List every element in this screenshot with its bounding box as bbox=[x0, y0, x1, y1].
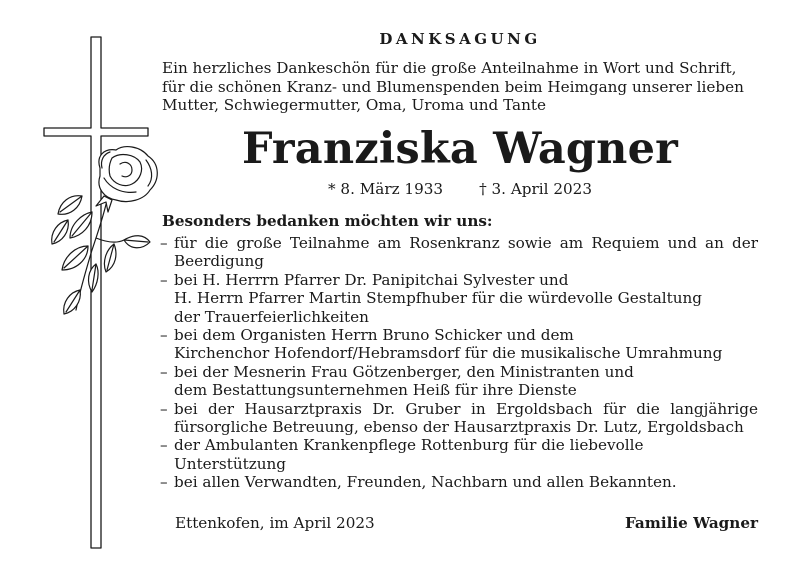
thanks-list bbox=[160, 234, 758, 492]
deceased-name: Franziska Wagner bbox=[241, 124, 679, 174]
list-item-line: der Trauerfeierlichkeiten bbox=[174, 307, 369, 326]
place-date: Ettenkofen, im April 2023 bbox=[175, 514, 375, 532]
list-item: – bei der Hausarztpraxis Dr. Gruber in Ergoldsbach für die langjährige fürsorgliche Betreuung, ebenso der Hausarztpraxis Dr. Lutz, Ergoldsbach bbox=[160, 400, 758, 437]
list-item bbox=[160, 326, 758, 363]
list-item bbox=[160, 271, 758, 326]
signature: Familie Wagner bbox=[624, 514, 758, 532]
thanks-heading: Besonders bedanken möchten wir uns: bbox=[162, 212, 493, 230]
life-dates bbox=[162, 180, 758, 198]
list-item: – für die große Teilnahme am Rosenkranz sowie am Requiem und an der Beerdigung bbox=[160, 234, 758, 271]
list-item: – bei allen Verwandten, Freunden, Nachbarn und allen Bekannten. bbox=[160, 473, 758, 491]
death-date: † 3. April 2023 bbox=[479, 180, 592, 198]
list-item bbox=[160, 436, 758, 473]
list-item-line: – bei der Mesnerin Frau Götzenberger, den Ministranten und bbox=[174, 362, 634, 381]
list-item bbox=[160, 363, 758, 400]
cross-with-rose-illustration bbox=[0, 0, 170, 564]
list-item-line: – der Ambulanten Krankenpflege Rottenburg für die liebevolle bbox=[174, 436, 644, 455]
birth-date: * 8. März 1933 bbox=[328, 180, 444, 198]
closing-line bbox=[175, 514, 758, 532]
list-item-line: H. Herrn Pfarrer Martin Stempfhuber für die würdevolle Gestaltung bbox=[174, 289, 702, 308]
list-item-line: – bei dem Organisten Herrn Bruno Schicker und dem bbox=[174, 326, 574, 345]
list-item-line: Kirchenchor Hofendorf/Hebramsdorf für die musikalische Umrahmung bbox=[174, 344, 723, 363]
list-item-line: Unterstützung bbox=[174, 454, 287, 473]
cross-icon bbox=[44, 37, 148, 548]
list-item-line: dem Bestattungsunternehmen Heiß für ihre Dienste bbox=[174, 381, 577, 400]
intro-text: Ein herzliches Dankeschön für die große Anteilnahme in Wort und Schrift, für die schönen Kranz- und Blumenspenden beim Heimgang unserer lieben Mutter, Schwiegermutter, Oma, Uroma und Tante bbox=[162, 59, 744, 114]
page-title: DANKSAGUNG bbox=[379, 30, 541, 48]
list-item-line: – bei H. Herrrn Pfarrer Dr. Panipitchai Sylvester und bbox=[174, 270, 569, 289]
rose-icon bbox=[52, 147, 158, 314]
